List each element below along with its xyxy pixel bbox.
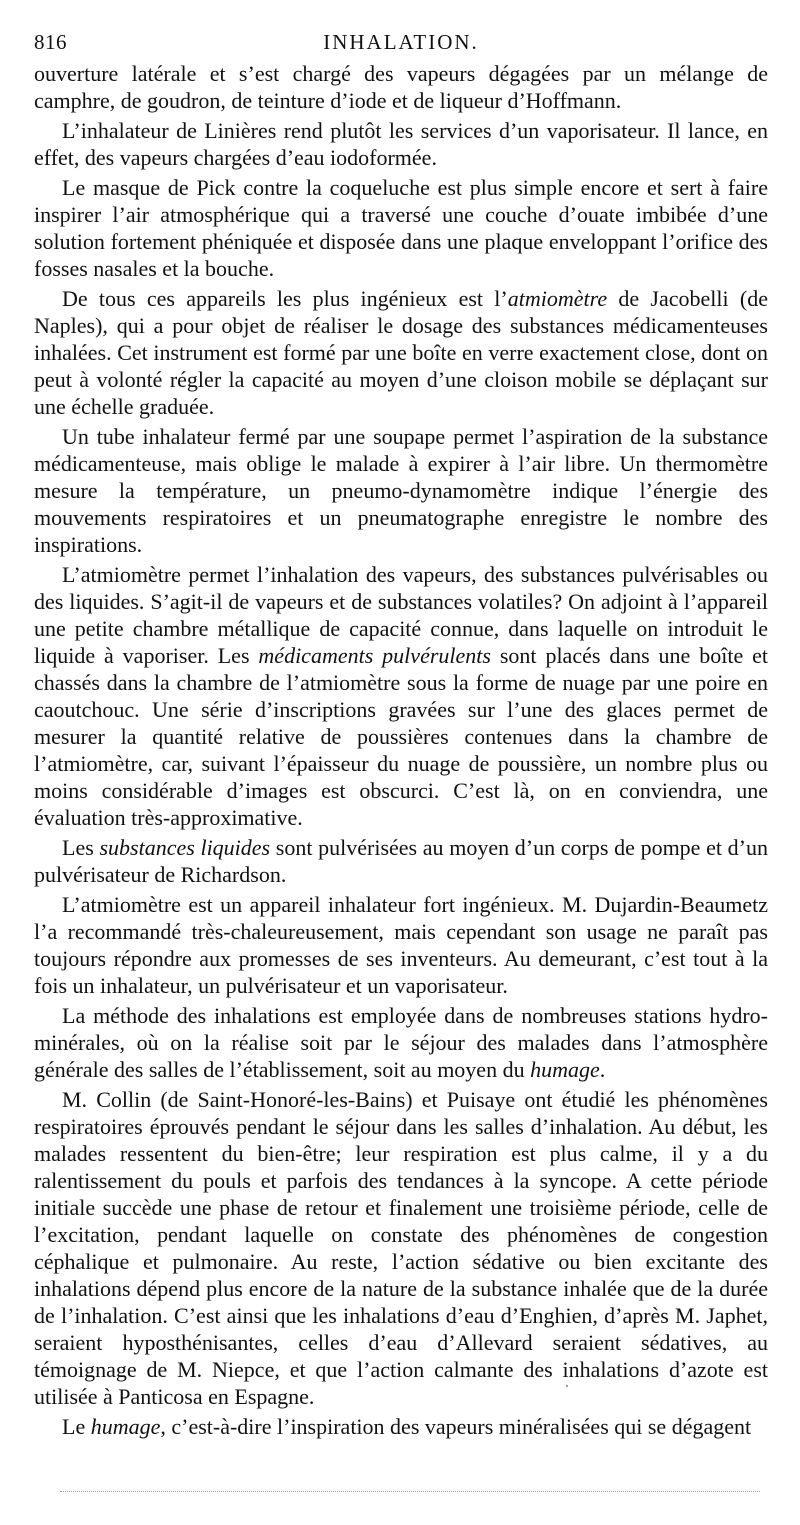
running-title: INHALATION. xyxy=(323,30,479,54)
italic-term: médicaments pulvérulents xyxy=(258,643,491,668)
text-run: De tous ces appareils les plus ingénieux est l’ xyxy=(62,286,508,311)
paragraph xyxy=(34,285,768,420)
print-speck xyxy=(566,1385,568,1387)
footer-dotted-rule xyxy=(60,1491,760,1492)
text-run: Le masque de Pick contre la coqueluche est plus simple encore et sert à faire inspirer l’air atmosphérique qui a traversé une couche d’ouate imbibée d’une solution fortement phéniquée et disposée dans une plaque enveloppant l’orifice des fosses nasales et la bouche. xyxy=(34,175,768,281)
text-run: La méthode des inhalations est employée dans de nombreuses stations hydro-minérales, où on la réalise soit par le séjour des malades dans l’atmosphère générale des salles de l’établissement, soit au moyen du xyxy=(34,1003,768,1082)
text-run: L’atmiomètre est un appareil inhalateur fort ingénieux. M. Dujardin-Beaumetz l’a recommandé très-chaleureusement, mais cependant son usage ne paraît pas toujours répondre aux promesses de ses inventeurs. Au demeurant, c’est tout à la fois un inhalateur, un pulvérisateur et un vaporisateur. xyxy=(34,892,768,998)
text-run: sont pulvérisées au moyen d’un corps de pompe et d’un pulvérisateur de Richardson. xyxy=(34,835,769,887)
paragraph xyxy=(34,1413,768,1440)
text-run: Les xyxy=(62,835,100,860)
paragraph xyxy=(34,423,768,558)
paragraph xyxy=(34,1002,768,1083)
paragraph xyxy=(34,834,768,888)
text-run: de Jacobelli (de Naples), qui a pour objet de réaliser le dosage des substances médicamenteuses inhalées. Cet instrument est formé par une boîte en verre exactement close, dont on peut à volonté régler la capacité au moyen d’une cloison mobile se déplaçant sur une échelle graduée. xyxy=(34,286,768,419)
paragraph xyxy=(34,60,768,114)
text-run: , c’est-à-dire l’inspiration des vapeurs minéralisées qui se dégagent xyxy=(160,1414,752,1439)
body-text xyxy=(34,60,768,1443)
page-header xyxy=(34,30,768,58)
text-run: L’atmiomètre permet l’inhalation des vapeurs, des substances pulvérisables ou des liquides. S’agit-il de vapeurs et de substances volatiles? On adjoint à l’appareil une petite chambre métallique de capacité connue, dans laquelle on introduit le liquide à vaporiser. Les xyxy=(34,562,768,668)
text-run: M. Collin (de Saint-Honoré-les-Bains) et Puisaye ont étudié les phénomènes respiratoires éprouvés pendant le séjour dans les salles d’inhalation. Au début, les malades ressentent du bien-être; leur respiration est plus calme, il y a du ralentissement du pouls et parfois des tendances à la syncope. A cette période initiale succède une phase de retour et finalement une troisième période, celle de l’excitation, pendant laquelle on constate des phénomènes de congestion céphalique et pulmonaire. Au reste, l’action sédative ou bien excitante des inhalations dépend plus encore de la nature de la substance inhalée que de la durée de l’inhalation. C’est ainsi que les inhalations d’eau d’Enghien, d’après M. Japhet, seraient hyposthénisantes, celles d’eau d’Allevard seraient sédatives, au témoignage de M. Niepce, et que l’action calmante des inhalations d’azote est utilisée à Panticosa en Espagne. xyxy=(34,1087,768,1409)
italic-term: humage xyxy=(530,1057,600,1082)
text-run: L’inhalateur de Linières rend plutôt les services d’un vaporisateur. Il lance, en effet, des vapeurs chargées d’eau iodoformée. xyxy=(34,118,768,170)
text-run: ouverture latérale et s’est chargé des vapeurs dégagées par un mélange de camphre, de goudron, de teinture d’iode et de liqueur d’Hoffmann. xyxy=(34,61,768,113)
text-run: Un tube inhalateur fermé par une soupape permet l’aspiration de la substance médicamenteuse, mais oblige le malade à expirer à l’air libre. Un thermomètre mesure la température, un pneumo-dynamomètre indique l’énergie des mouvements respiratoires et un pneumatographe enregistre le nombre des inspirations. xyxy=(34,424,768,557)
italic-term: atmiomètre xyxy=(507,286,608,311)
text-run: . xyxy=(599,1057,606,1082)
paragraph xyxy=(34,891,768,999)
page-number: 816 xyxy=(34,30,67,54)
text-run: sont placés dans une boîte et chassés dans la chambre de l’atmiomètre sous la forme de nuage par une poire en caoutchouc. Une série d’inscriptions gravées sur l’une des glaces permet de mesurer la quantité relative de poussières contenues dans la chambre de l’atmiomètre, car, suivant l’épaisseur du nuage de poussière, un nombre plus ou moins considérable d’images est obscurci. C’est là, on en conviendra, une évaluation très-approximative. xyxy=(34,643,769,830)
paragraph xyxy=(34,117,768,171)
italic-term: humage xyxy=(90,1414,161,1439)
paragraph xyxy=(34,561,768,831)
italic-term: substances liquides xyxy=(99,835,271,860)
paragraph xyxy=(34,1086,768,1410)
paragraph xyxy=(34,174,768,282)
text-run: Le xyxy=(62,1414,91,1439)
